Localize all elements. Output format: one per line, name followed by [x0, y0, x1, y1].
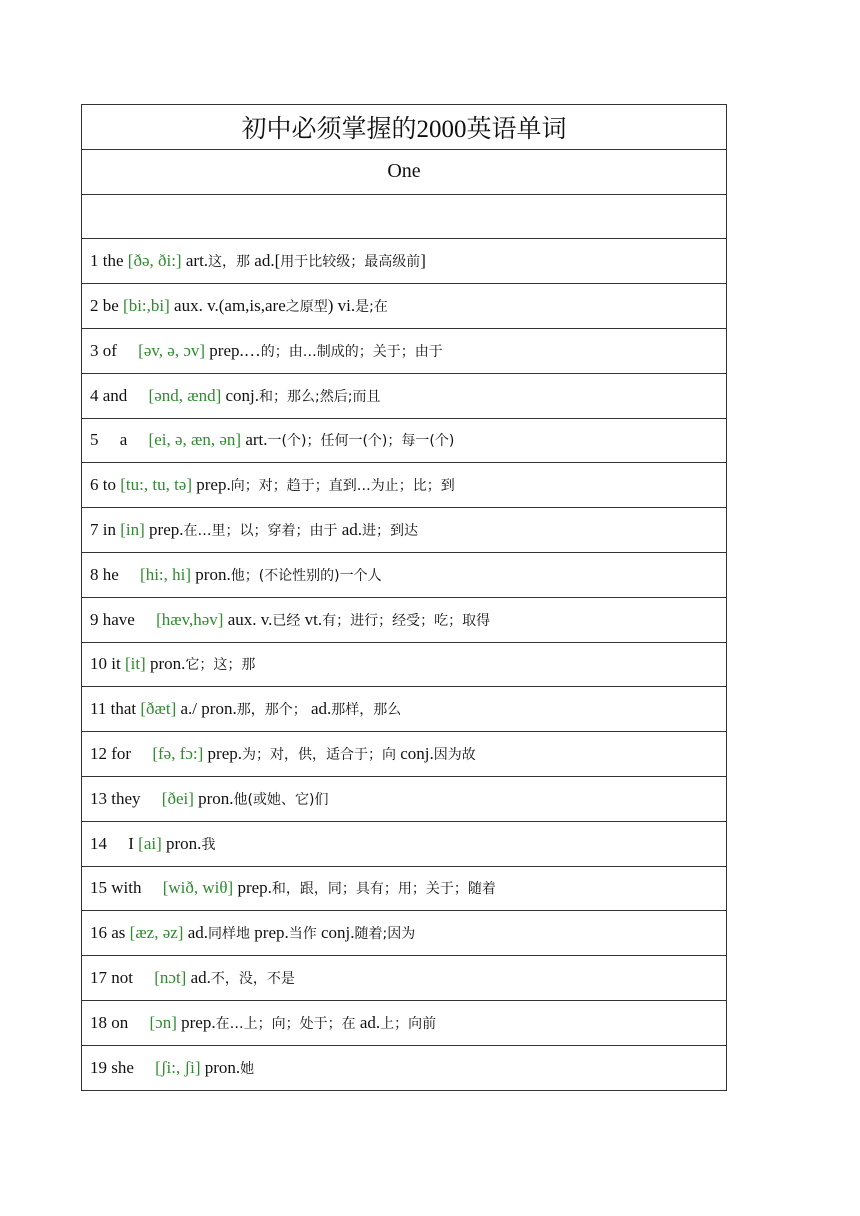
- entry-part-of-speech: pron.: [198, 788, 234, 808]
- entry-definition: 随着;因为: [354, 926, 416, 943]
- entry-cell: [82, 284, 727, 329]
- entry-row: [82, 552, 727, 597]
- entry-word: as: [111, 923, 126, 943]
- entry-part-of-speech: prep.: [149, 520, 184, 540]
- entry-cell: [82, 552, 727, 597]
- entry-word: they: [111, 788, 141, 808]
- entry-number: 10: [90, 654, 107, 674]
- entry-cell: [82, 373, 727, 418]
- entry-number: 13: [90, 788, 107, 808]
- entry-phonetic: [nɔt]: [154, 968, 187, 988]
- entry-word: with: [111, 878, 142, 898]
- entry-part-of-speech: a./ pron.: [180, 699, 237, 719]
- entry-part-of-speech: prep.: [254, 923, 289, 943]
- entry-phonetic: [ðə, ði:]: [127, 251, 182, 271]
- section-subtitle: One: [82, 149, 727, 194]
- entry-cell: [82, 776, 727, 821]
- entry-part-of-speech: aux. v.(am,is,are: [174, 296, 286, 316]
- entry-number: 6: [90, 475, 99, 495]
- entry-part-of-speech: aux. v.: [227, 609, 273, 629]
- entry-part-of-speech: ad.: [187, 923, 209, 943]
- entry-definition: 在…上；向；处于；在: [215, 1015, 356, 1032]
- entry-part-of-speech: prep.: [237, 878, 272, 898]
- entry-word: I: [128, 833, 134, 853]
- entry-number: 16: [90, 923, 107, 943]
- vocabulary-table: [81, 104, 727, 1091]
- entry-definition: 她: [240, 1060, 255, 1077]
- entry-row: [82, 1045, 727, 1090]
- entry-definition: 上；向前: [380, 1015, 437, 1032]
- entry-word: not: [111, 968, 133, 988]
- entry-part-of-speech: pron.: [195, 564, 231, 584]
- entry-part-of-speech: pron.: [204, 1057, 241, 1077]
- entry-part-of-speech: prep.: [207, 744, 243, 764]
- entry-definition: 同样地: [208, 926, 251, 943]
- entry-part-of-speech: ]: [420, 251, 426, 271]
- entry-phonetic: [hæv,həv]: [156, 609, 224, 629]
- entry-phonetic: [it]: [124, 654, 146, 674]
- entry-part-of-speech: conj.: [225, 385, 260, 405]
- subtitle-row: [82, 149, 727, 194]
- entry-cell: [82, 911, 727, 956]
- entry-number: 3: [90, 340, 99, 360]
- vocabulary-table-body: [82, 105, 727, 1091]
- entry-definition: 用于比较级；最高级前: [280, 254, 421, 271]
- entry-cell: [82, 597, 727, 642]
- blank-cell: [82, 194, 727, 239]
- entry-cell: [82, 239, 727, 284]
- entry-row: [82, 866, 727, 911]
- entry-row: [82, 956, 727, 1001]
- entry-definition: 和；那么;然后;而且: [259, 388, 381, 405]
- entry-part-of-speech: ad.: [190, 968, 211, 988]
- entry-phonetic: [ðei]: [161, 788, 194, 808]
- entry-part-of-speech: ad.: [359, 1012, 381, 1032]
- entry-definition: 和，跟，同；具有；用；关于；随着: [271, 881, 496, 898]
- entry-definition: 在…里；以；穿着；由于: [183, 523, 338, 540]
- entry-row: [82, 239, 727, 284]
- entry-part-of-speech: conj.: [400, 744, 434, 764]
- entry-cell: [82, 463, 727, 508]
- entry-row: [82, 821, 727, 866]
- entry-row: [82, 284, 727, 329]
- entry-definition: 有；进行；经受；吃；取得: [322, 612, 491, 629]
- entry-cell: [82, 1045, 727, 1090]
- entry-row: [82, 508, 727, 553]
- entry-row: [82, 1000, 727, 1045]
- entry-definition: 那，那个；: [236, 702, 307, 719]
- entry-number: 19: [90, 1057, 107, 1077]
- entry-word: and: [102, 385, 128, 405]
- entry-word: he: [102, 564, 119, 584]
- entry-word: the: [102, 251, 124, 271]
- entry-phonetic: [əv, ə, ɔv]: [138, 340, 206, 360]
- entry-word: have: [102, 609, 135, 629]
- entry-definition: 不，没，不是: [210, 971, 295, 988]
- title-row: [82, 105, 727, 150]
- entry-row: [82, 911, 727, 956]
- entry-part-of-speech: prep.: [196, 475, 231, 495]
- entry-definition: 之原型: [285, 299, 328, 316]
- entry-definition: 是;在: [355, 299, 388, 316]
- entry-cell: [82, 732, 727, 777]
- entry-number: 4: [90, 385, 99, 405]
- entry-cell: [82, 956, 727, 1001]
- entry-part-of-speech: prep.…: [209, 340, 261, 360]
- entry-number: 12: [90, 744, 107, 764]
- entry-word: be: [102, 296, 119, 316]
- entry-row: [82, 776, 727, 821]
- entry-number: 18: [90, 1012, 107, 1032]
- entry-row: [82, 373, 727, 418]
- entry-row: [82, 687, 727, 732]
- entry-definition: 他(或她、它)们: [233, 791, 329, 808]
- entry-definition: 那样，那么: [331, 702, 402, 719]
- entry-row: [82, 732, 727, 777]
- entry-part-of-speech: art.: [185, 251, 209, 271]
- entry-word: to: [102, 475, 116, 495]
- entry-phonetic: [æz, əz]: [129, 923, 184, 943]
- entry-part-of-speech: vt.: [304, 609, 323, 629]
- entry-number: 5: [90, 430, 99, 450]
- entry-word: on: [111, 1012, 129, 1032]
- entry-part-of-speech: art.: [245, 430, 268, 450]
- entry-phonetic: [ənd, ænd]: [148, 385, 222, 405]
- entry-number: 14: [90, 833, 107, 853]
- entry-number: 2: [90, 296, 99, 316]
- entry-number: 7: [90, 520, 99, 540]
- entry-cell: [82, 1000, 727, 1045]
- entry-cell: [82, 642, 727, 687]
- entry-phonetic: [ɔn]: [149, 1012, 177, 1032]
- entry-definition: 这，那: [208, 254, 251, 271]
- entry-phonetic: [bi:,bi]: [123, 296, 170, 316]
- entry-row: [82, 463, 727, 508]
- entry-cell: [82, 328, 727, 373]
- entry-part-of-speech: conj.: [321, 923, 355, 943]
- entry-phonetic: [ʃi:, ʃi]: [155, 1057, 201, 1077]
- entry-part-of-speech: pron.: [166, 833, 202, 853]
- entry-number: 15: [90, 878, 107, 898]
- entry-part-of-speech: ad.: [341, 520, 363, 540]
- entry-definition: 进；到达: [362, 523, 419, 540]
- entry-definition: 向；对；趋于；直到…为止；比；到: [230, 478, 455, 495]
- entry-word: for: [111, 744, 132, 764]
- entry-cell: [82, 687, 727, 732]
- entry-definition: 当作: [288, 926, 317, 943]
- entry-definition: 因为故: [433, 747, 476, 764]
- entry-cell: [82, 508, 727, 553]
- entry-number: 17: [90, 968, 107, 988]
- entry-part-of-speech: ad.: [310, 699, 332, 719]
- entry-phonetic: [ðæt]: [140, 699, 177, 719]
- entry-cell: [82, 821, 727, 866]
- entry-part-of-speech: pron.: [149, 654, 186, 674]
- entry-cell: [82, 866, 727, 911]
- entry-definition: 我: [201, 836, 216, 853]
- entry-phonetic: [tu:, tu, tə]: [120, 475, 192, 495]
- entry-word: she: [111, 1057, 134, 1077]
- entry-word: in: [102, 520, 116, 540]
- blank-row: [82, 194, 727, 239]
- entry-phonetic: [ai]: [138, 833, 162, 853]
- entry-word: a: [119, 430, 128, 450]
- entry-part-of-speech: prep.: [181, 1012, 216, 1032]
- entry-row: [82, 597, 727, 642]
- entry-phonetic: [in]: [120, 520, 145, 540]
- entry-word: it: [111, 654, 121, 674]
- entry-row: [82, 642, 727, 687]
- entry-part-of-speech: ) vi.: [327, 296, 356, 316]
- entry-definition: 他；(不论性别的)一个人: [230, 567, 382, 584]
- entry-number: 9: [90, 609, 99, 629]
- entry-number: 11: [90, 699, 107, 719]
- entry-number: 1: [90, 251, 99, 271]
- entry-definition: 的；由…制成的；关于；由于: [260, 343, 443, 360]
- entry-word: that: [110, 699, 137, 719]
- entry-definition: 为；对，供，适合于；向: [242, 747, 397, 764]
- entry-cell: [82, 418, 727, 463]
- entry-row: [82, 418, 727, 463]
- entry-part-of-speech: ad.[: [254, 251, 281, 271]
- entry-definition: 它；这；那: [185, 657, 256, 674]
- document-title: 初中必须掌握的2000英语单词: [82, 105, 727, 150]
- entry-definition: 一(个)；任何一(个)；每一(个): [267, 433, 455, 450]
- entry-phonetic: [fə, fɔ:]: [152, 744, 204, 764]
- entry-word: of: [102, 340, 117, 360]
- entry-phonetic: [wið, wiθ]: [162, 878, 234, 898]
- entry-phonetic: [hi:, hi]: [140, 564, 192, 584]
- entry-number: 8: [90, 564, 99, 584]
- entry-phonetic: [ei, ə, æn, ən]: [148, 430, 242, 450]
- entry-row: [82, 328, 727, 373]
- entry-definition: 已经: [272, 612, 301, 629]
